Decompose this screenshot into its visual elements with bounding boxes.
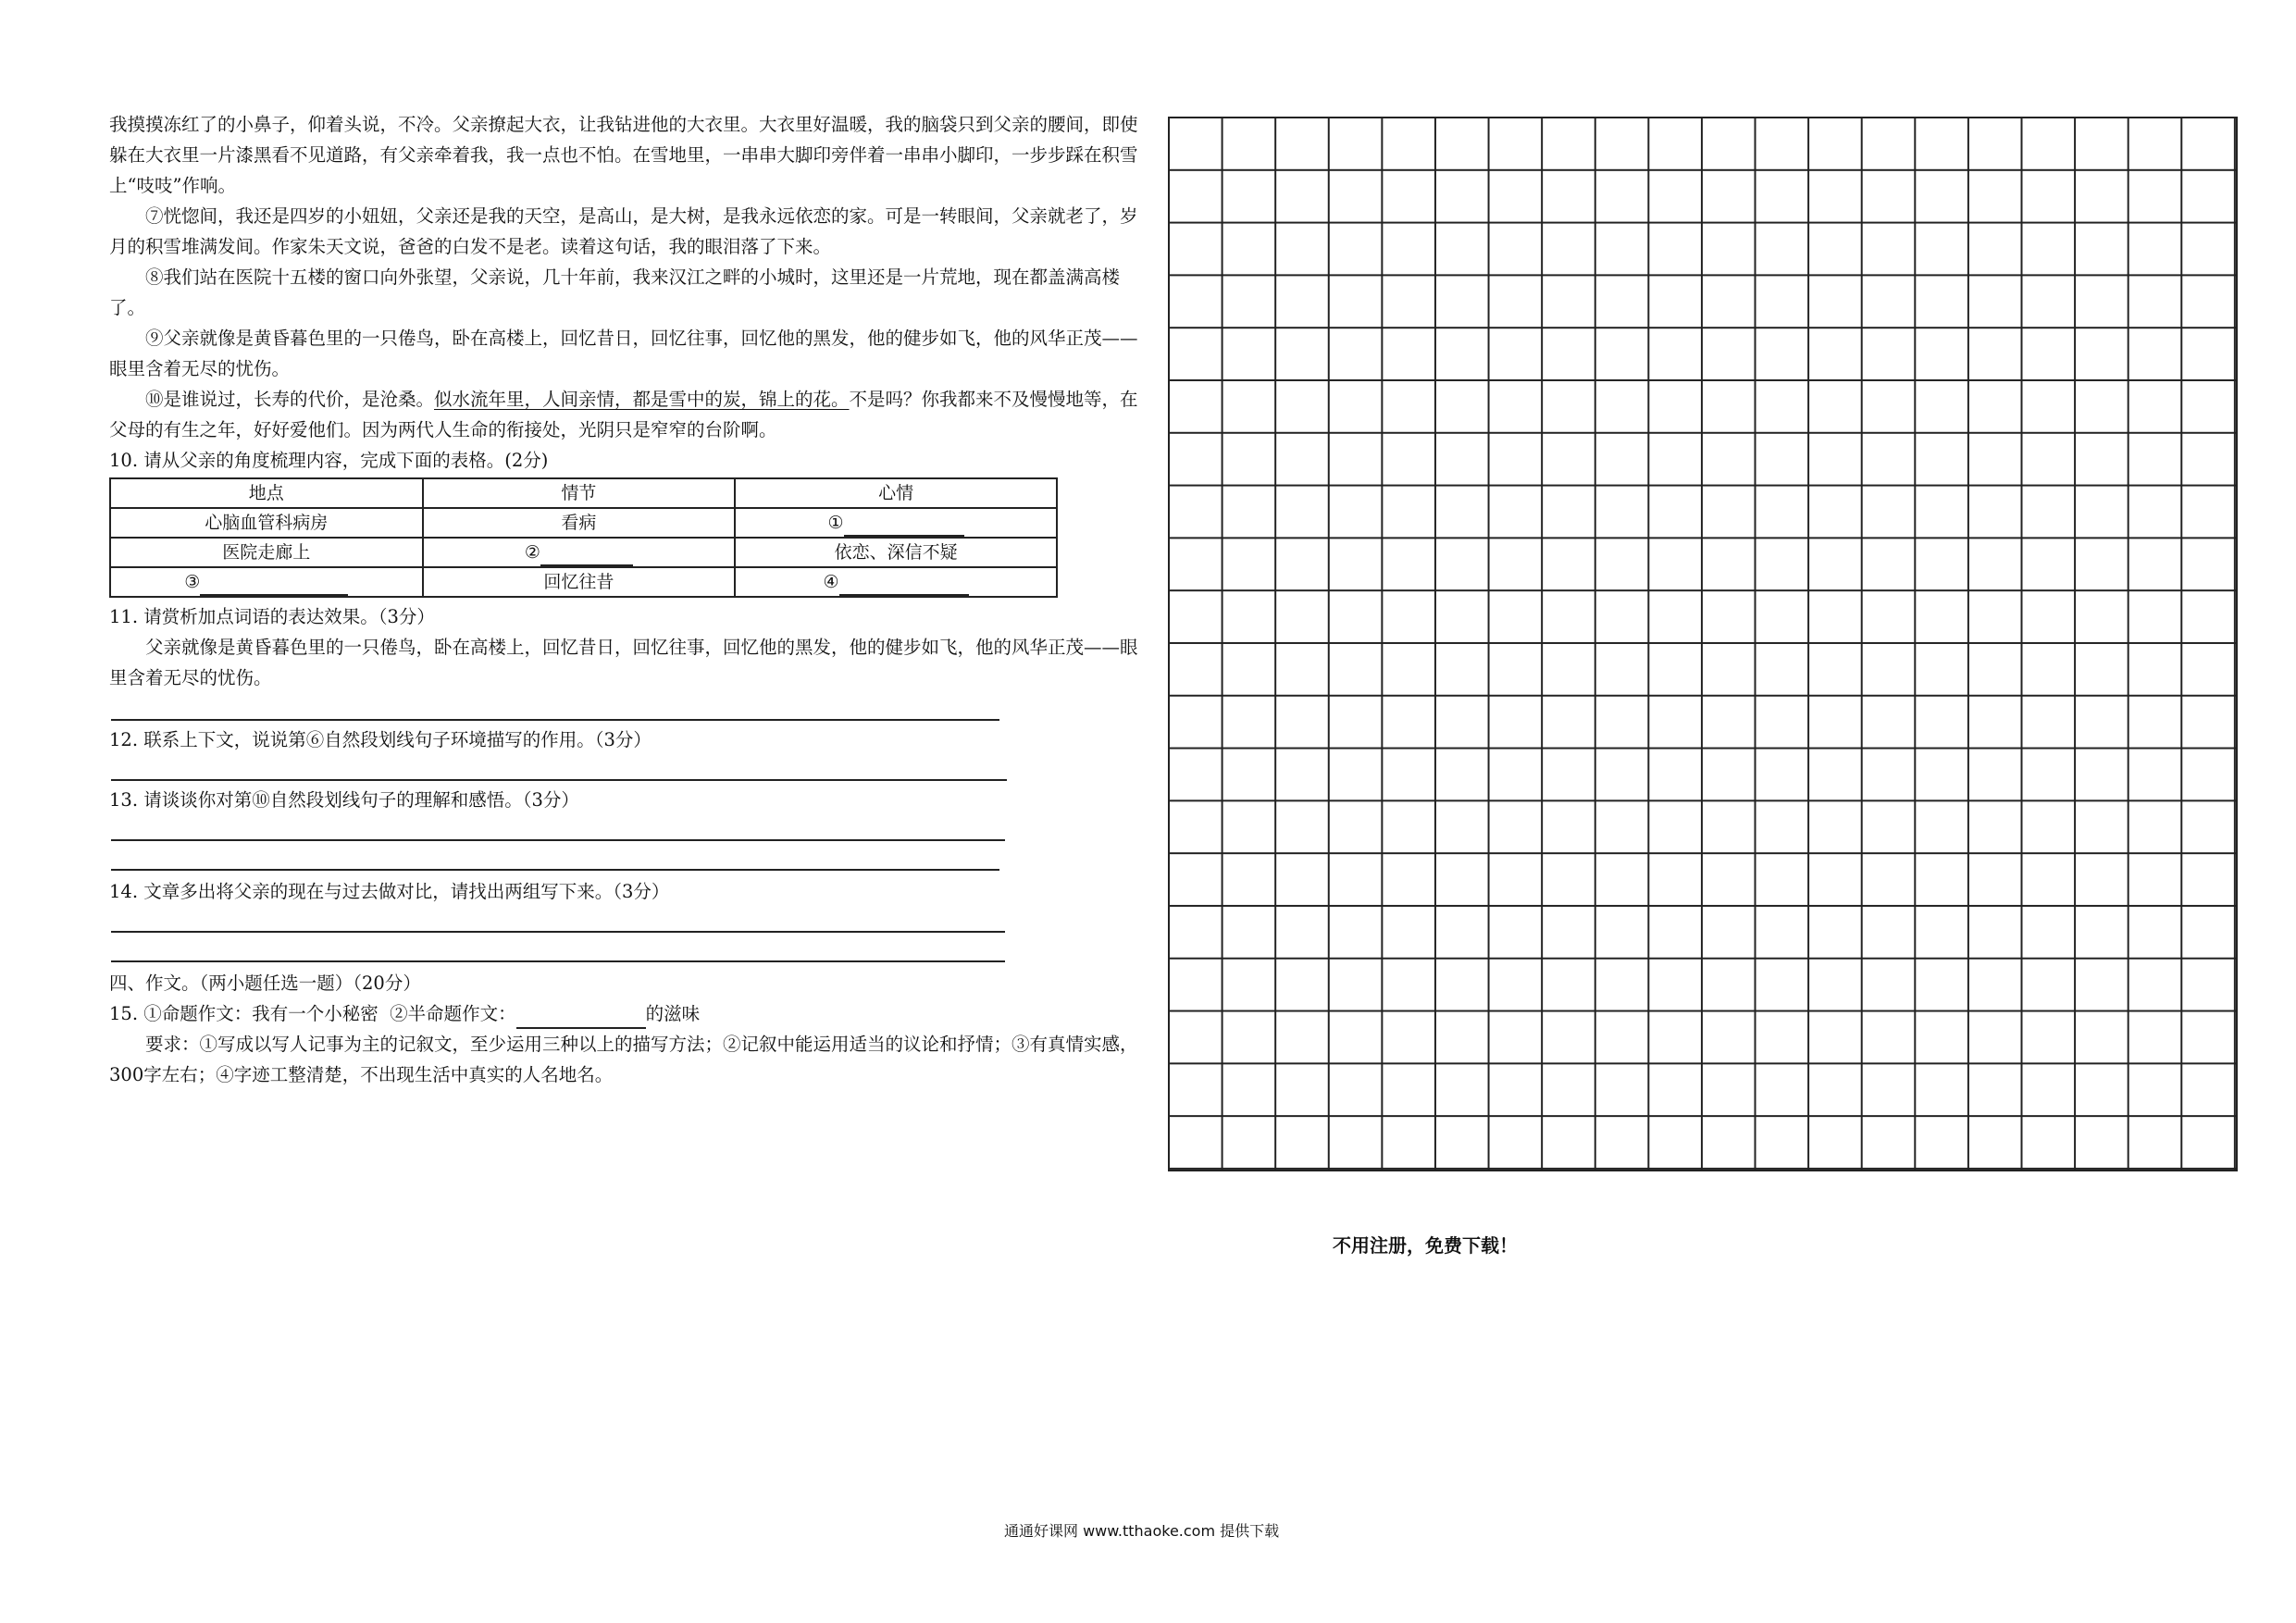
table-cell-blank[interactable]: ③ [110,567,423,597]
answer-line[interactable] [111,931,1005,933]
question-12-prompt: 12. 联系上下文，说说第⑥自然段划线句子环境描写的作用。（3分） [109,729,652,750]
question-11-quote: 父亲就像是黄昏暮色里的一只倦鸟，卧在高楼上，回忆昔日，回忆往事，回忆他的黑发，他的健步如飞，他的风华正茂——眼里含着无尽的忧伤。 [109,637,1138,688]
answer-blank-1[interactable] [844,513,964,537]
passage-paragraph-cont: 我摸摸冻红了的小鼻子，仰着头说，不冷。父亲撩起大衣，让我钻进他的大衣里。大衣里好温暖，我的脑袋只到父亲的腰间，即使躲在大衣里一片漆黑看不见道路，有父亲牵着我，我一点也不怕。在雪地里，一串串大脚印旁伴着一串串小脚印，一步步踩在积雪上“吱吱”作响。 [109,114,1138,196]
question-11-prompt: 11. 请赏析加点词语的表达效果。（3分） [109,606,435,627]
table-row [110,508,1057,538]
passage-paragraph-10 [109,384,1146,445]
passage-paragraph-9: ⑨父亲就像是黄昏暮色里的一只倦鸟，卧在高楼上，回忆昔日，回忆往事，回忆他的黑发，他的健步如飞，他的风华正茂——眼里含着无尽的忧伤。 [109,328,1138,379]
question-15-options: 15. ①命题作文：我有一个小秘密 ②半命题作文： 的滋味 [109,998,1146,1029]
table-row [110,538,1057,567]
table-cell-blank[interactable]: ① [735,508,1057,538]
question-10-table [109,477,1058,598]
table-header-cell: 心情 [735,478,1057,508]
answer-line[interactable] [111,869,999,871]
table-header-cell: 情节 [423,478,736,508]
title-blank[interactable] [516,1005,646,1029]
answer-blank-4[interactable] [839,572,969,596]
table-cell: 回忆往昔 [423,567,736,597]
question-15-requirements: 要求：①写成以写人记事为主的记叙文，至少运用三种以上的描写方法；②记叙中能运用适当的议论和抒情；③有真情实感，300字左右；④字迹工整清楚，不出现生活中真实的人名地名。 [109,1034,1138,1085]
answer-line[interactable] [111,779,1007,781]
download-notice: 不用注册，免费下载！ [1333,1234,1518,1257]
passage-paragraph-8: ⑧我们站在医院十五楼的窗口向外张望，父亲说，几十年前，我来汉江之畔的小城时，这里还是一片荒地，现在都盖满高楼了。 [109,266,1121,318]
table-cell: 心脑血管科病房 [110,508,423,538]
section-4-heading: 四、作文。（两小题任选一题）（20分） [109,973,421,994]
table-row [110,567,1057,597]
question-14-prompt: 14. 文章多出将父亲的现在与过去做对比，请找出两组写下来。（3分） [109,881,670,902]
table-cell: 看病 [423,508,736,538]
question-10-prompt: 10. 请从父亲的角度梳理内容，完成下面的表格。(2分) [109,450,549,471]
table-cell-blank[interactable]: ④ [735,567,1057,597]
passage-paragraph-7: ⑦恍惚间，我还是四岁的小妞妞，父亲还是我的天空，是高山，是大树，是我永远依恋的家。可是一转眼间，父亲就老了，岁月的积雪堆满发间。作家朱天文说，爸爸的白发不是老。读着这句话，我的眼泪落了下来。 [109,205,1138,257]
answer-blank-3[interactable] [200,572,348,596]
table-cell: 医院走廊上 [110,538,423,567]
table-header-cell: 地点 [110,478,423,508]
p10-underlined-sentence: 似水流年里，人间亲情，都是雪中的炭，锦上的花。 [434,389,850,410]
answer-line[interactable] [111,839,1005,841]
answer-line[interactable] [111,960,1005,962]
composition-grid[interactable] [1168,117,2238,1171]
p10-text-a: ⑩是谁说过，长寿的代价，是沧桑。 [145,389,435,410]
table-header-row [110,478,1057,508]
answer-line[interactable] [111,719,999,721]
p10-text-b: 不是吗？你我都来不及慢慢地等，在父母的有生之年，好好爱他们。因为两代人生命的衔接处，光阴只是窄窄的台阶啊。 [109,389,1138,440]
exam-left-column [109,109,1146,1090]
table-cell-blank[interactable]: ② [423,538,736,567]
page-footer: 通通好课网 www.tthaoke.com 提供下载 [1004,1522,1280,1540]
question-13-prompt: 13. 请谈谈你对第⑩自然段划线句子的理解和感悟。（3分） [109,789,579,811]
table-cell: 依恋、深信不疑 [735,538,1057,567]
answer-blank-2[interactable] [540,542,633,566]
